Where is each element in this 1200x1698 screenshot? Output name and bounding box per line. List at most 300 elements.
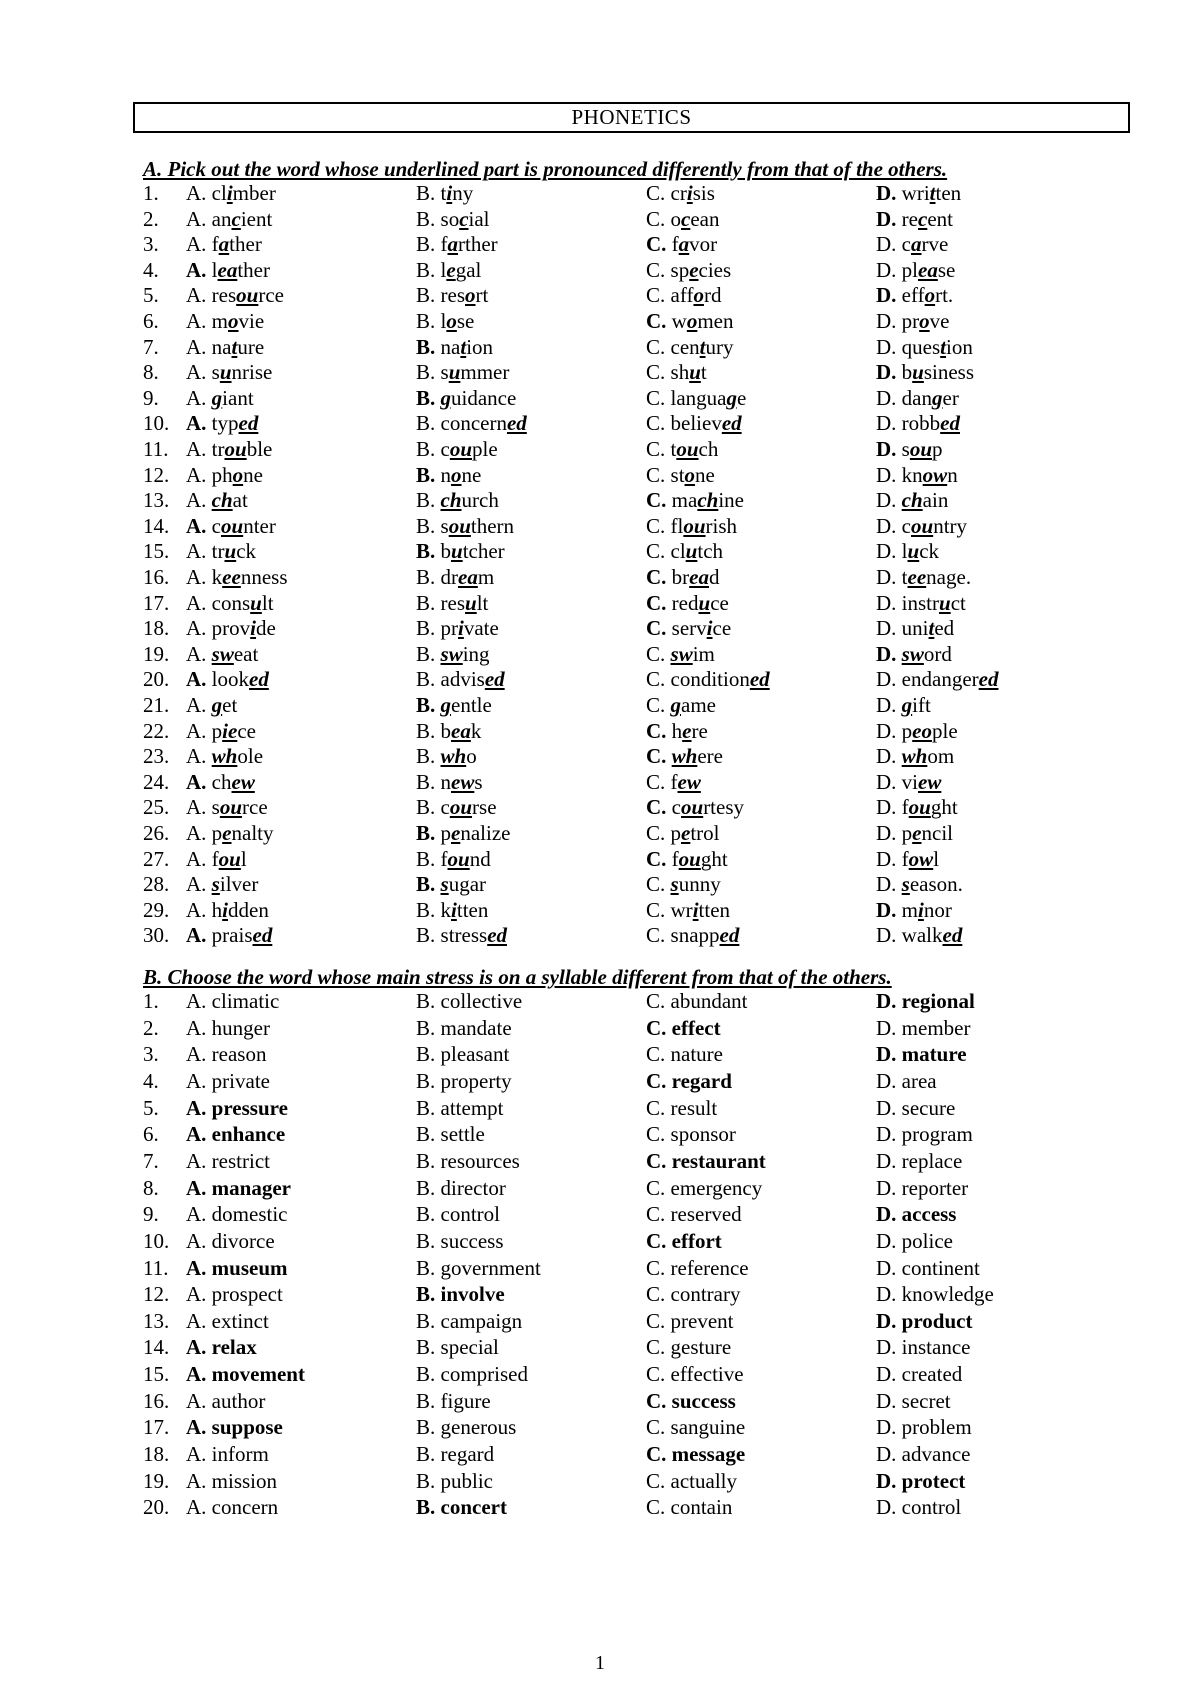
answer-option [416, 180, 473, 207]
option-word: hidden [211, 897, 269, 922]
option-letter: C. [646, 513, 671, 538]
question-row [0, 615, 1200, 642]
option-letter: B. [416, 360, 441, 385]
question-number: 5. [143, 1095, 159, 1120]
answer-option [186, 1281, 283, 1308]
option-word: problem [901, 1415, 972, 1440]
underlined-part: ee [907, 565, 927, 589]
question-number: 3. [143, 232, 159, 257]
answer-option [646, 794, 744, 821]
answer-option [646, 1148, 766, 1175]
underlined-part: ou [683, 513, 706, 538]
answer-option [646, 538, 723, 565]
option-letter: B. [416, 1282, 441, 1307]
answer-option [646, 231, 717, 258]
question-number: 9. [143, 1202, 159, 1227]
option-letter: B. [416, 1468, 441, 1493]
option-letter: D. [876, 1442, 902, 1467]
option-letter: A. [186, 334, 212, 359]
option-letter: D. [876, 718, 902, 743]
answer-option [186, 871, 258, 898]
answer-option [876, 180, 961, 207]
question-number: 5. [143, 283, 159, 308]
question-number: 10. [143, 1228, 170, 1253]
option-letter: C. [646, 385, 671, 410]
option-letter: C. [646, 1148, 672, 1173]
option-letter: B. [416, 795, 441, 820]
underlined-part: g [211, 693, 223, 717]
option-letter: A. [186, 385, 212, 410]
option-word: public [440, 1468, 494, 1493]
answer-option [186, 564, 288, 591]
question-number: 14. [143, 513, 170, 538]
option-word: game [670, 693, 716, 717]
option-letter: C. [646, 1042, 671, 1067]
answer-option [646, 308, 734, 335]
option-word: lose [440, 309, 475, 333]
answer-option [876, 538, 939, 565]
question-row [0, 871, 1200, 898]
option-letter: B. [416, 693, 441, 717]
option-letter: B. [416, 923, 441, 948]
option-word: guidance [440, 385, 517, 410]
question-row [0, 206, 1200, 233]
option-word: created [901, 1362, 963, 1387]
option-word: replace [901, 1148, 963, 1173]
answer-option [876, 1255, 980, 1282]
option-letter: A. [186, 1095, 212, 1120]
question-row [0, 385, 1200, 412]
answer-option [416, 308, 474, 335]
underlined-part: u [939, 590, 951, 615]
answer-option [646, 1494, 732, 1521]
answer-option [876, 564, 971, 591]
question-row [0, 1388, 1200, 1415]
option-letter: A. [186, 232, 212, 257]
answer-option [186, 692, 237, 719]
option-letter: B. [416, 821, 441, 845]
question-row [0, 1015, 1200, 1042]
underlined-part: wh [671, 744, 698, 769]
option-word: species [670, 257, 732, 282]
underlined-part: ea [918, 257, 938, 282]
option-word: knowledge [901, 1282, 994, 1307]
question-row [0, 897, 1200, 924]
answer-option [646, 436, 718, 463]
option-word: nature [211, 334, 265, 359]
answer-option [186, 436, 272, 463]
option-word: sweat [211, 641, 259, 666]
question-number: 7. [143, 1148, 159, 1173]
answer-option [416, 590, 488, 617]
option-letter: A. [186, 1148, 212, 1173]
option-word: contain [670, 1495, 733, 1520]
option-letter: A. [186, 1442, 212, 1467]
underlined-part: o [446, 309, 457, 333]
option-letter: A. [186, 1228, 212, 1253]
answer-option [646, 257, 731, 284]
answer-option [416, 1255, 541, 1282]
option-word: view [901, 769, 942, 794]
question-row [0, 988, 1200, 1015]
option-word: attempt [440, 1095, 504, 1120]
option-word: giant [211, 385, 254, 410]
answer-option [416, 897, 488, 924]
option-letter: C. [646, 1282, 671, 1307]
option-letter: D. [876, 693, 902, 717]
option-letter: C. [646, 1468, 671, 1493]
underlined-part: ed [719, 923, 740, 948]
option-letter: B. [416, 1335, 441, 1360]
option-letter: B. [416, 309, 441, 333]
option-word: nation [440, 334, 494, 359]
option-word: actually [670, 1468, 737, 1493]
question-number: 8. [143, 360, 159, 385]
underlined-part: ed [721, 411, 742, 436]
underlined-part: o [693, 283, 704, 308]
answer-option [416, 1228, 504, 1255]
option-letter: B. [416, 1202, 441, 1227]
question-row [0, 1175, 1200, 1202]
underlined-part: ou [224, 437, 247, 461]
option-word: hunger [211, 1015, 270, 1040]
question-row [0, 922, 1200, 949]
option-word: question [901, 334, 973, 359]
question-row [0, 1068, 1200, 1095]
section-a-heading: A. Pick out the word whose underlined part is pronounced differently from that of the others. [143, 157, 948, 181]
answer-option [646, 564, 720, 591]
option-word: instruct [901, 590, 966, 615]
question-row [0, 1334, 1200, 1361]
option-letter: B. [416, 462, 441, 487]
question-number: 26. [143, 821, 170, 845]
underlined-part: t [929, 181, 936, 205]
underlined-part: o [686, 309, 698, 333]
answer-option [416, 1095, 504, 1122]
question-row [0, 180, 1200, 207]
underlined-part: ow [922, 462, 948, 487]
option-letter: C. [646, 411, 671, 436]
option-word: stressed [440, 923, 508, 948]
underlined-part: i [706, 616, 713, 641]
answer-option [876, 1095, 955, 1122]
option-letter: A. [186, 897, 212, 922]
option-letter: C. [646, 1068, 672, 1093]
underlined-part: ou [911, 513, 934, 538]
question-number: 18. [143, 1442, 170, 1467]
option-word: concert [440, 1495, 507, 1520]
answer-option [186, 513, 276, 540]
answer-option [416, 1441, 494, 1468]
option-letter: B. [416, 1388, 441, 1413]
option-word: effective [670, 1362, 744, 1387]
answer-option [186, 231, 262, 258]
option-word: women [671, 309, 734, 333]
option-word: access [901, 1202, 957, 1227]
option-letter: D. [876, 1122, 902, 1147]
option-word: advance [901, 1442, 971, 1467]
underlined-part: g [932, 385, 943, 410]
option-letter: B. [416, 437, 441, 461]
option-word: social [440, 206, 490, 231]
answer-option [416, 1068, 512, 1095]
answer-option [876, 1015, 970, 1042]
answer-option [416, 334, 493, 361]
option-word: silver [211, 872, 259, 897]
answer-option [646, 206, 720, 233]
underlined-part: u [451, 539, 463, 564]
question-number: 20. [143, 667, 170, 692]
option-letter: D. [876, 1335, 902, 1360]
answer-option [876, 1334, 970, 1361]
option-letter: A. [186, 257, 212, 282]
underlined-part: ou [218, 846, 241, 871]
option-word: restrict [211, 1148, 270, 1173]
option-word: carve [901, 232, 949, 257]
answer-option [186, 385, 254, 412]
option-word: few [670, 769, 701, 794]
option-word: reporter [901, 1175, 969, 1200]
question-row [0, 308, 1200, 335]
option-word: gentle [440, 693, 492, 717]
answer-option [416, 1361, 528, 1388]
answer-option [876, 590, 966, 617]
answer-option [876, 1068, 937, 1095]
question-number: 15. [143, 1362, 170, 1387]
option-letter: A. [186, 693, 212, 717]
option-word: southern [440, 513, 515, 538]
option-word: phone [211, 462, 263, 487]
option-letter: C. [646, 923, 671, 948]
option-letter: C. [646, 437, 671, 461]
option-letter: C. [646, 1362, 671, 1387]
underlined-part: e [451, 821, 461, 845]
option-word: pencil [901, 821, 953, 845]
answer-option [186, 1015, 270, 1042]
answer-option [646, 897, 730, 924]
option-letter: B. [416, 1308, 441, 1333]
answer-option [646, 1441, 745, 1468]
question-row [0, 334, 1200, 361]
option-letter: B. [416, 513, 441, 538]
option-word: robbed [901, 411, 960, 436]
option-letter: C. [646, 257, 671, 282]
answer-option [646, 513, 737, 540]
option-letter: A. [186, 462, 212, 487]
answer-option [186, 1441, 269, 1468]
option-letter: B. [416, 872, 441, 897]
option-word: reference [670, 1255, 749, 1280]
answer-option [876, 641, 952, 668]
option-letter: D. [876, 206, 902, 231]
answer-option [416, 666, 505, 693]
question-number: 4. [143, 257, 159, 282]
underlined-part: ou [221, 513, 244, 538]
answer-option [416, 1175, 506, 1202]
option-letter: D. [876, 411, 902, 436]
question-number: 17. [143, 590, 170, 615]
answer-option [876, 897, 952, 924]
underlined-part: u [912, 360, 924, 385]
option-letter: D. [876, 846, 902, 871]
option-word: language [670, 385, 747, 410]
option-word: crisis [670, 181, 715, 205]
question-row [0, 513, 1200, 540]
option-letter: B. [416, 565, 441, 589]
question-row [0, 564, 1200, 591]
underlined-part: e [912, 821, 922, 845]
option-letter: B. [416, 590, 441, 615]
question-number: 24. [143, 769, 170, 794]
answer-option [416, 988, 522, 1015]
underlined-part: ou [448, 513, 471, 538]
option-letter: D. [876, 1388, 902, 1413]
question-number: 10. [143, 411, 170, 436]
question-row [0, 743, 1200, 770]
underlined-part: a [447, 232, 459, 257]
underlined-part: ch [697, 488, 719, 513]
answer-option [646, 1041, 723, 1068]
answer-option [186, 820, 274, 847]
option-word: trouble [211, 437, 273, 461]
answer-option [876, 1441, 970, 1468]
option-word: petrol [670, 821, 720, 845]
option-word: resources [440, 1148, 520, 1173]
answer-option [646, 922, 739, 949]
answer-option [186, 206, 272, 233]
option-word: concern [211, 1495, 279, 1520]
option-letter: D. [876, 1308, 902, 1333]
underlined-part: wh [440, 744, 467, 769]
option-letter: D. [876, 744, 902, 769]
option-word: resource [211, 283, 284, 308]
option-letter: D. [876, 1042, 902, 1067]
option-letter: B. [416, 1122, 441, 1147]
answer-option [416, 794, 497, 821]
option-word: consult [211, 590, 274, 615]
option-letter: C. [646, 616, 672, 641]
option-word: effect [671, 1015, 721, 1040]
option-letter: C. [646, 989, 671, 1013]
underlined-part: g [726, 385, 737, 410]
option-word: sugar [440, 872, 487, 897]
option-word: snapped [670, 923, 740, 948]
question-number: 25. [143, 795, 170, 820]
underlined-part: o [465, 283, 476, 308]
option-word: typed [211, 411, 259, 436]
underlined-part: s [211, 872, 220, 897]
option-word: area [901, 1068, 937, 1093]
option-letter: D. [876, 1202, 902, 1227]
option-letter: D. [876, 385, 902, 410]
option-word: property [440, 1068, 512, 1093]
underlined-part: c [231, 206, 241, 231]
option-letter: D. [876, 1175, 902, 1200]
question-number: 11. [143, 437, 169, 461]
option-letter: C. [646, 897, 671, 922]
underlined-part: wh [211, 744, 238, 769]
option-word: figure [440, 1388, 491, 1413]
option-letter: D. [876, 641, 902, 666]
underlined-part: s [440, 872, 449, 897]
option-letter: C. [646, 1255, 671, 1280]
answer-option [646, 410, 742, 437]
answer-option [186, 487, 248, 514]
answer-option [416, 1121, 485, 1148]
option-word: believed [670, 411, 742, 436]
answer-option [646, 1361, 744, 1388]
answer-option [876, 410, 960, 437]
answer-option [186, 1388, 265, 1415]
underlined-part: t [231, 334, 238, 359]
option-word: known [901, 462, 958, 487]
option-word: campaign [440, 1308, 523, 1333]
underlined-part: o [232, 462, 244, 487]
question-number: 3. [143, 1042, 159, 1067]
question-row [0, 1308, 1200, 1335]
answer-option [646, 871, 721, 898]
answer-option [416, 385, 516, 412]
option-word: collective [440, 989, 523, 1013]
question-number: 21. [143, 693, 170, 717]
underlined-part: c [918, 206, 928, 231]
option-word: where [671, 744, 723, 769]
option-word: written [670, 897, 731, 922]
question-row [0, 1095, 1200, 1122]
answer-option [646, 1095, 717, 1122]
option-letter: D. [876, 923, 902, 948]
underlined-part: ea [451, 718, 471, 743]
underlined-part: ee [222, 565, 241, 589]
option-letter: C. [646, 1122, 671, 1147]
answer-option [646, 615, 731, 642]
option-word: generous [440, 1415, 517, 1440]
option-word: stone [670, 462, 715, 487]
answer-option [646, 1121, 736, 1148]
underlined-part: u [224, 539, 237, 564]
option-word: chain [901, 488, 949, 513]
answer-option [646, 1414, 745, 1441]
answer-option [186, 359, 272, 386]
underlined-part: ew [451, 769, 475, 794]
option-word: minor [901, 897, 952, 922]
option-word: news [440, 769, 483, 794]
option-letter: D. [876, 360, 902, 385]
question-number: 2. [143, 206, 159, 231]
option-letter: C. [646, 872, 671, 897]
option-word: country [901, 513, 968, 538]
answer-option [416, 1281, 505, 1308]
option-letter: C. [646, 1308, 671, 1333]
underlined-part: g [440, 385, 452, 410]
option-word: gesture [670, 1335, 732, 1360]
option-word: none [440, 462, 482, 487]
underlined-part: ea [217, 257, 238, 282]
question-number: 17. [143, 1415, 170, 1440]
option-letter: C. [646, 1495, 671, 1520]
option-letter: C. [646, 821, 671, 845]
option-letter: B. [416, 181, 441, 205]
option-word: legal [440, 257, 482, 282]
underlined-part: u [250, 590, 262, 615]
answer-option [876, 1308, 972, 1335]
answer-option [876, 385, 959, 412]
option-letter: C. [646, 539, 671, 564]
option-word: comprised [440, 1362, 528, 1387]
option-word: couple [440, 437, 498, 461]
option-word: summer [440, 360, 510, 385]
underlined-part: u [698, 590, 711, 615]
